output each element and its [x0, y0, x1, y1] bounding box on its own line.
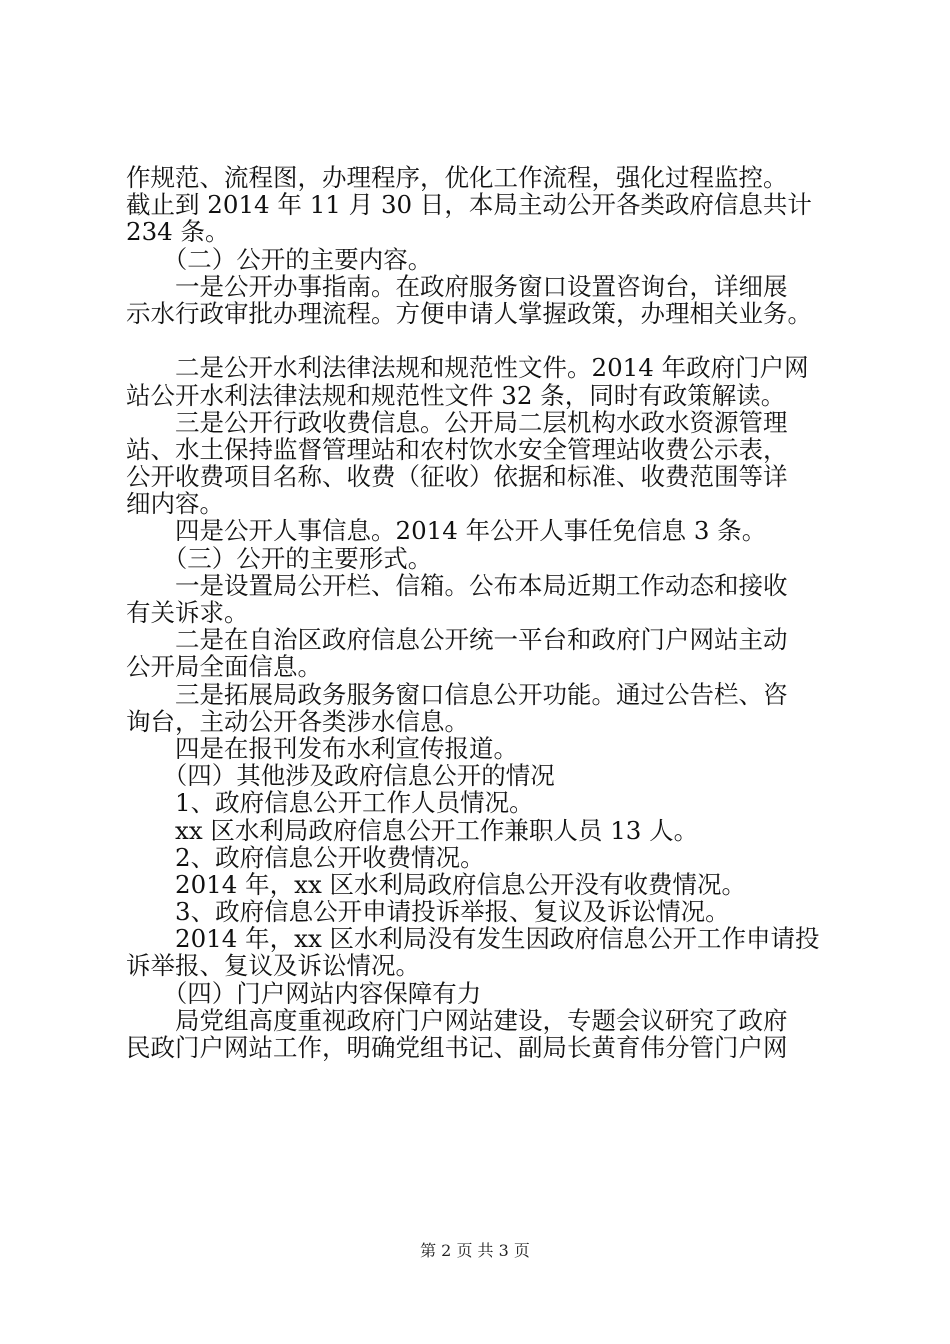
text-line: 公开收费项目名称、收费（征收）依据和标准、收费范围等详 [126, 463, 788, 491]
page-footer [0, 1241, 950, 1261]
text-line: 234 条。 [126, 218, 230, 246]
text-line: 细内容。 [126, 490, 224, 518]
section-heading: （四）门户网站内容保障有力 [126, 979, 482, 1007]
text-line: 四是公开人事信息。2014 年公开人事任免信息 3 条。 [126, 517, 767, 545]
text-line: 2、政府信息公开收费情况。 [126, 843, 485, 871]
text-line: 三是公开行政收费信息。公开局二层机构水政水资源管理 [126, 408, 788, 436]
text-line: 诉举报、复议及诉讼情况。 [126, 952, 420, 980]
text-line: 站公开水利法律法规和规范性文件 32 条，同时有政策解读。 [126, 381, 786, 409]
text-line: 一是公开办事指南。在政府服务窗口设置咨询台，详细展 [126, 272, 788, 300]
section-heading: （四）其他涉及政府信息公开的情况 [126, 762, 555, 790]
text-line: 作规范、流程图，办理程序，优化工作流程，强化过程监控。 [126, 164, 788, 192]
text-line: 2014 年，xx 区水利局没有发生因政府信息公开工作申请投 [126, 925, 820, 953]
section-heading: （三）公开的主要形式。 [126, 544, 433, 572]
text-line: 三是拓展局政务服务窗口信息公开功能。通过公告栏、咨 [126, 680, 788, 708]
blank-line [126, 327, 838, 354]
text-line: 四是在报刊发布水利宣传报道。 [126, 734, 518, 763]
text-line: 二是公开水利法律法规和规范性文件。2014 年政府门户网 [126, 354, 809, 382]
text-line: 一是设置局公开栏、信箱。公布本局近期工作动态和接收 [126, 571, 788, 599]
text-line: 二是在自治区政府信息公开统一平台和政府门户网站主动 [126, 626, 788, 654]
document-body [126, 164, 838, 1061]
text-line: 询台，主动公开各类涉水信息。 [126, 707, 469, 735]
text-line: xx 区水利局政府信息公开工作兼职人员 13 人。 [126, 816, 699, 844]
page-number-label: 第 2 页 共 3 页 [420, 1241, 530, 1260]
text-line: 2014 年，xx 区水利局政府信息公开没有收费情况。 [126, 870, 747, 899]
section-heading: （二）公开的主要内容。 [126, 245, 433, 273]
text-line: 截止到 2014 年 11 月 30 日，本局主动公开各类政府信息共计 [126, 191, 812, 219]
text-line: 民政门户网站工作，明确党组书记、副局长黄育伟分管门户网 [126, 1034, 788, 1062]
text-line: 有关诉求。 [126, 599, 249, 627]
text-line: 示水行政审批办理流程。方便申请人掌握政策，办理相关业务。 [126, 299, 812, 328]
text-line: 局党组高度重视政府门户网站建设，专题会议研究了政府 [126, 1006, 788, 1034]
text-line: 公开局全面信息。 [126, 653, 322, 681]
text-line: 3、政府信息公开申请投诉举报、复议及诉讼情况。 [126, 898, 730, 926]
text-line: 1、政府信息公开工作人员情况。 [126, 789, 534, 817]
text-line: 站、水土保持监督管理站和农村饮水安全管理站收费公示表， [126, 435, 788, 464]
